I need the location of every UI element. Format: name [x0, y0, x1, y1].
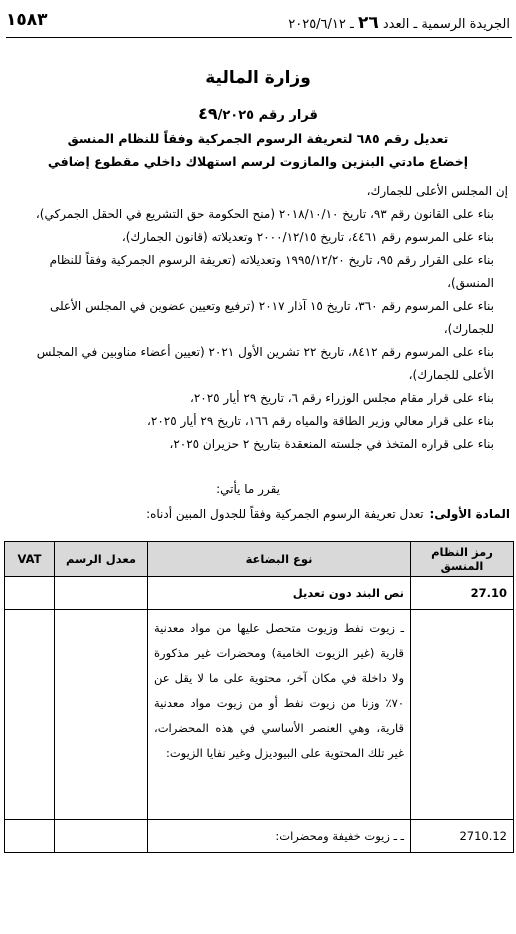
- preamble-line: بناء على القرار رقم ٩٥، تاريخ ١٩٩٥/١٢/٢٠ وتعديلاته (تعريفة الرسوم الجمركية وفقاً للنظام المنسق)،: [49, 253, 494, 290]
- issue-date: ـ ٢٠٢٥/٦/١٢: [288, 17, 354, 32]
- preamble-line: بناء على المرسوم رقم ٣٦٠، تاريخ ١٥ آذار ٢٠١٧ (ترفيع وتعيين عضوين في المجلس الأعلى للجمارك)،: [49, 299, 494, 336]
- cell-goods: ـ ـ زيوت خفيفة ومحضرات:: [148, 820, 411, 853]
- gazette-title: [288, 13, 510, 33]
- cell-vat: [5, 577, 55, 610]
- decree-number: ٤٩: [198, 104, 218, 123]
- table-row: [5, 610, 514, 820]
- header-goods: نوع البضاعة: [148, 542, 411, 577]
- decides-heading: يقرر ما يأتي:: [216, 482, 280, 496]
- article-one: [146, 507, 510, 521]
- preamble-line: بناء على قراره المتخذ في جلسته المنعقدة بتاريخ ٢ حزيران ٢٠٢٥،: [169, 437, 494, 451]
- article-label: المادة الأولى:: [429, 507, 510, 521]
- cell-rate: [55, 820, 148, 853]
- cell-rate: [55, 610, 148, 820]
- gazette-prefix: الجريدة الرسمية ـ العدد: [382, 17, 510, 32]
- cell-code: 2710.12: [411, 820, 514, 853]
- preamble-line: بناء على القانون رقم ٩٣، تاريخ ٢٠١٨/١٠/١٠ (منح الحكومة حق التشريع في الحقل الجمركي)،: [35, 207, 494, 221]
- header-code: رمز النظام المنسق: [411, 542, 514, 577]
- decree-year: /٢٠٢٥: [217, 108, 255, 123]
- cell-rate: [55, 577, 148, 610]
- preamble-line: بناء على قرار معالي وزير الطاقة والمياه رقم ١٦٦، تاريخ ٢٩ أيار ٢٠٢٥،: [147, 414, 494, 428]
- header-divider: [6, 37, 512, 38]
- header-vat: VAT: [5, 542, 55, 577]
- table-row: [5, 577, 514, 610]
- decree-label: قرار رقم: [258, 108, 318, 123]
- cell-vat: [5, 820, 55, 853]
- cell-code: 27.10: [411, 577, 514, 610]
- page-number: ١٥٨٣: [6, 10, 48, 30]
- table-header-row: [5, 542, 514, 577]
- tariff-table: [4, 541, 514, 853]
- decree-title: [0, 104, 516, 123]
- article-text: تعدل تعريفة الرسوم الجمركية وفقاً للجدول المبين أدناه:: [146, 507, 424, 521]
- cell-code: [411, 610, 514, 820]
- issue-number: ٢٦: [357, 13, 379, 33]
- preamble-line: إن المجلس الأعلى للجمارك،: [366, 184, 508, 198]
- page-header: [6, 10, 510, 36]
- cell-vat: [5, 610, 55, 820]
- preamble-line: بناء على قرار مقام مجلس الوزراء رقم ٦، تاريخ ٢٩ أيار ٢٠٢٥،: [189, 391, 494, 405]
- cell-goods: ـ زيوت نفط وزيوت متحصل عليها من مواد معدنية قارية (غير الزيوت الخامية) ومحضرات غير مذكورة ولا داخلة في مكان آخر، محتوية على ما لا يقل عن ٧٠٪ وزنا من زيوت نفط أو من زيوت مواد معدنية قارية، وهي العنصر الأساسي في هذه المحضرات، غير تلك المحتوية على البيوديزل وغير نفايا الزيوت:: [148, 610, 411, 820]
- cell-goods: نص البند دون تعديل: [148, 577, 411, 610]
- subject-line: إخضاع مادتي البنزين والمازوت لرسم استهلاك داخلي مقطوع إضافي: [47, 154, 469, 169]
- subject-line: تعديل رقم ٦٨٥ لتعريفة الرسوم الجمركية وفقاً للنظام المنسق: [67, 131, 449, 146]
- preamble-line: بناء على المرسوم رقم ٤٤٦١، تاريخ ٢٠٠٠/١٢/١٥ وتعديلاته (قانون الجمارك)،: [121, 230, 494, 244]
- ministry-title: وزارة المالية: [205, 68, 311, 88]
- preamble-line: بناء على المرسوم رقم ٨٤١٢، تاريخ ٢٢ تشرين الأول ٢٠٢١ (تعيين أعضاء مناوبين في المجلس الأعلى للجمارك)،: [36, 345, 494, 382]
- table-row: [5, 820, 514, 853]
- header-rate: معدل الرسم: [55, 542, 148, 577]
- preamble: [8, 180, 508, 456]
